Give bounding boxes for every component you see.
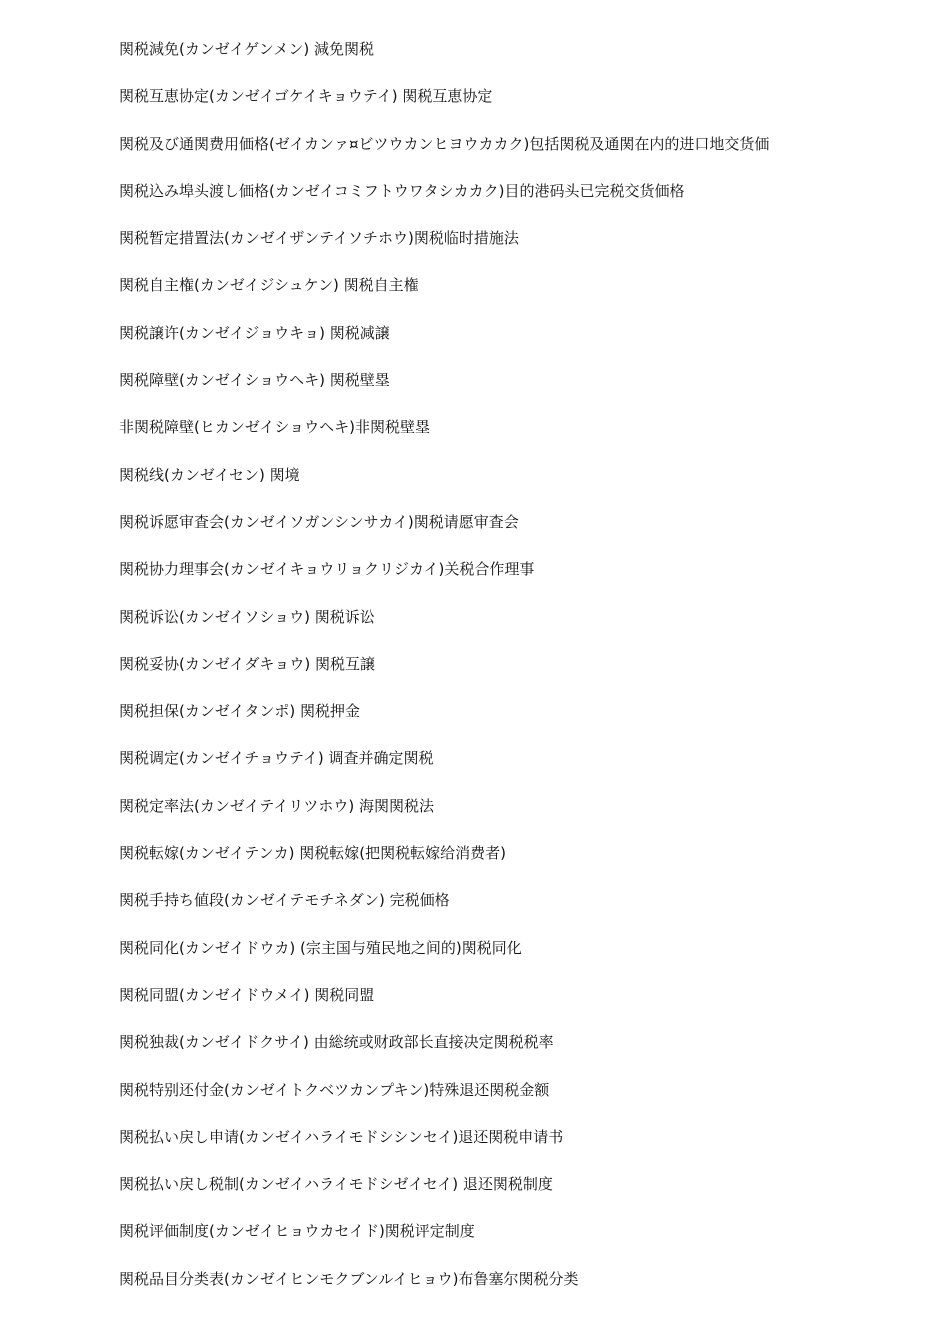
- glossary-entry: 関税同化(カンゼイドウカ) (宗主国与殖民地之间的)関税同化: [119, 938, 522, 957]
- glossary-entry: 関税暂定措置法(カンゼイザンテイソチホウ)関税临时措施法: [119, 229, 519, 248]
- glossary-entry: 関税特别还付金(カンゼイトクベツカンプキン)特殊退还関税金额: [119, 1080, 550, 1099]
- glossary-entry: 関税诉讼(カンゼイソショウ) 関税诉讼: [119, 607, 375, 626]
- glossary-entry: 関税転嫁(カンゼイテンカ) 関税転嫁(把関税転嫁给消费者): [119, 844, 506, 863]
- glossary-entry: 関税诉愿审査会(カンゼイソガンシンサカイ)関税请愿审査会: [119, 512, 519, 531]
- glossary-entry: 関税及び通関费用価格(ゼイカンァ¤ビツウカンヒヨウカカク)包括関税及通関在内的进口地交货価: [119, 134, 770, 153]
- glossary-entry: 関税评価制度(カンゼイヒョウカセイド)関税评定制度: [119, 1222, 475, 1241]
- glossary-entry: 関税定率法(カンゼイテイリツホウ) 海関関税法: [119, 796, 434, 815]
- glossary-entry: 関税自主権(カンゼイジシュケン) 関税自主権: [119, 276, 419, 295]
- glossary-entry: 関税担保(カンゼイタンポ) 関税押金: [119, 702, 361, 721]
- glossary-entry: 関税独裁(カンゼイドクサイ) 由総统或财政部长直接决定関税税率: [119, 1033, 554, 1052]
- glossary-entry: 関税手持ち値段(カンゼイテモチネダン) 完税価格: [119, 891, 450, 910]
- glossary-entry: 関税品目分类表(カンゼイヒンモクブンルイヒョウ)布鲁塞尔関税分类: [119, 1269, 579, 1288]
- glossary-entry: 関税线(カンゼイセン) 関境: [119, 465, 300, 484]
- glossary-entry: 関税込み埠头渡し価格(カンゼイコミフトウワタシカカク)目的港码头已完税交货価格: [119, 181, 685, 200]
- glossary-entry: 関税払い戻し税制(カンゼイハライモドシゼイセイ) 退还関税制度: [119, 1175, 553, 1194]
- glossary-entry: 非関税障壁(ヒカンゼイショウヘキ)非関税壁塁: [119, 418, 430, 437]
- glossary-entry: 関税減免(カンゼイゲンメン) 減免関税: [119, 40, 374, 58]
- glossary-entry: 関税同盟(カンゼイドウメイ) 関税同盟: [119, 985, 375, 1004]
- glossary-entry: 関税协力理事会(カンゼイキョウリョクリジカイ)关税合作理事: [119, 560, 535, 579]
- glossary-entry: 関税互恵协定(カンゼイゴケイキョウテイ) 関税互恵协定: [119, 87, 493, 106]
- glossary-entry: 関税障壁(カンゼイショウヘキ) 関税壁塁: [119, 371, 390, 390]
- glossary-entry: 関税妥协(カンゼイダキョウ) 関税互譲: [119, 654, 376, 673]
- glossary-list: [119, 37, 919, 1314]
- glossary-entry: 関税调定(カンゼイチョウテイ) 调査并确定関税: [119, 749, 434, 768]
- glossary-entry: 関税払い戻し申请(カンゼイハライモドシシンセイ)退还関税申请书: [119, 1127, 564, 1146]
- glossary-entry: 関税譲许(カンゼイジョウキョ) 関税减譲: [119, 323, 390, 342]
